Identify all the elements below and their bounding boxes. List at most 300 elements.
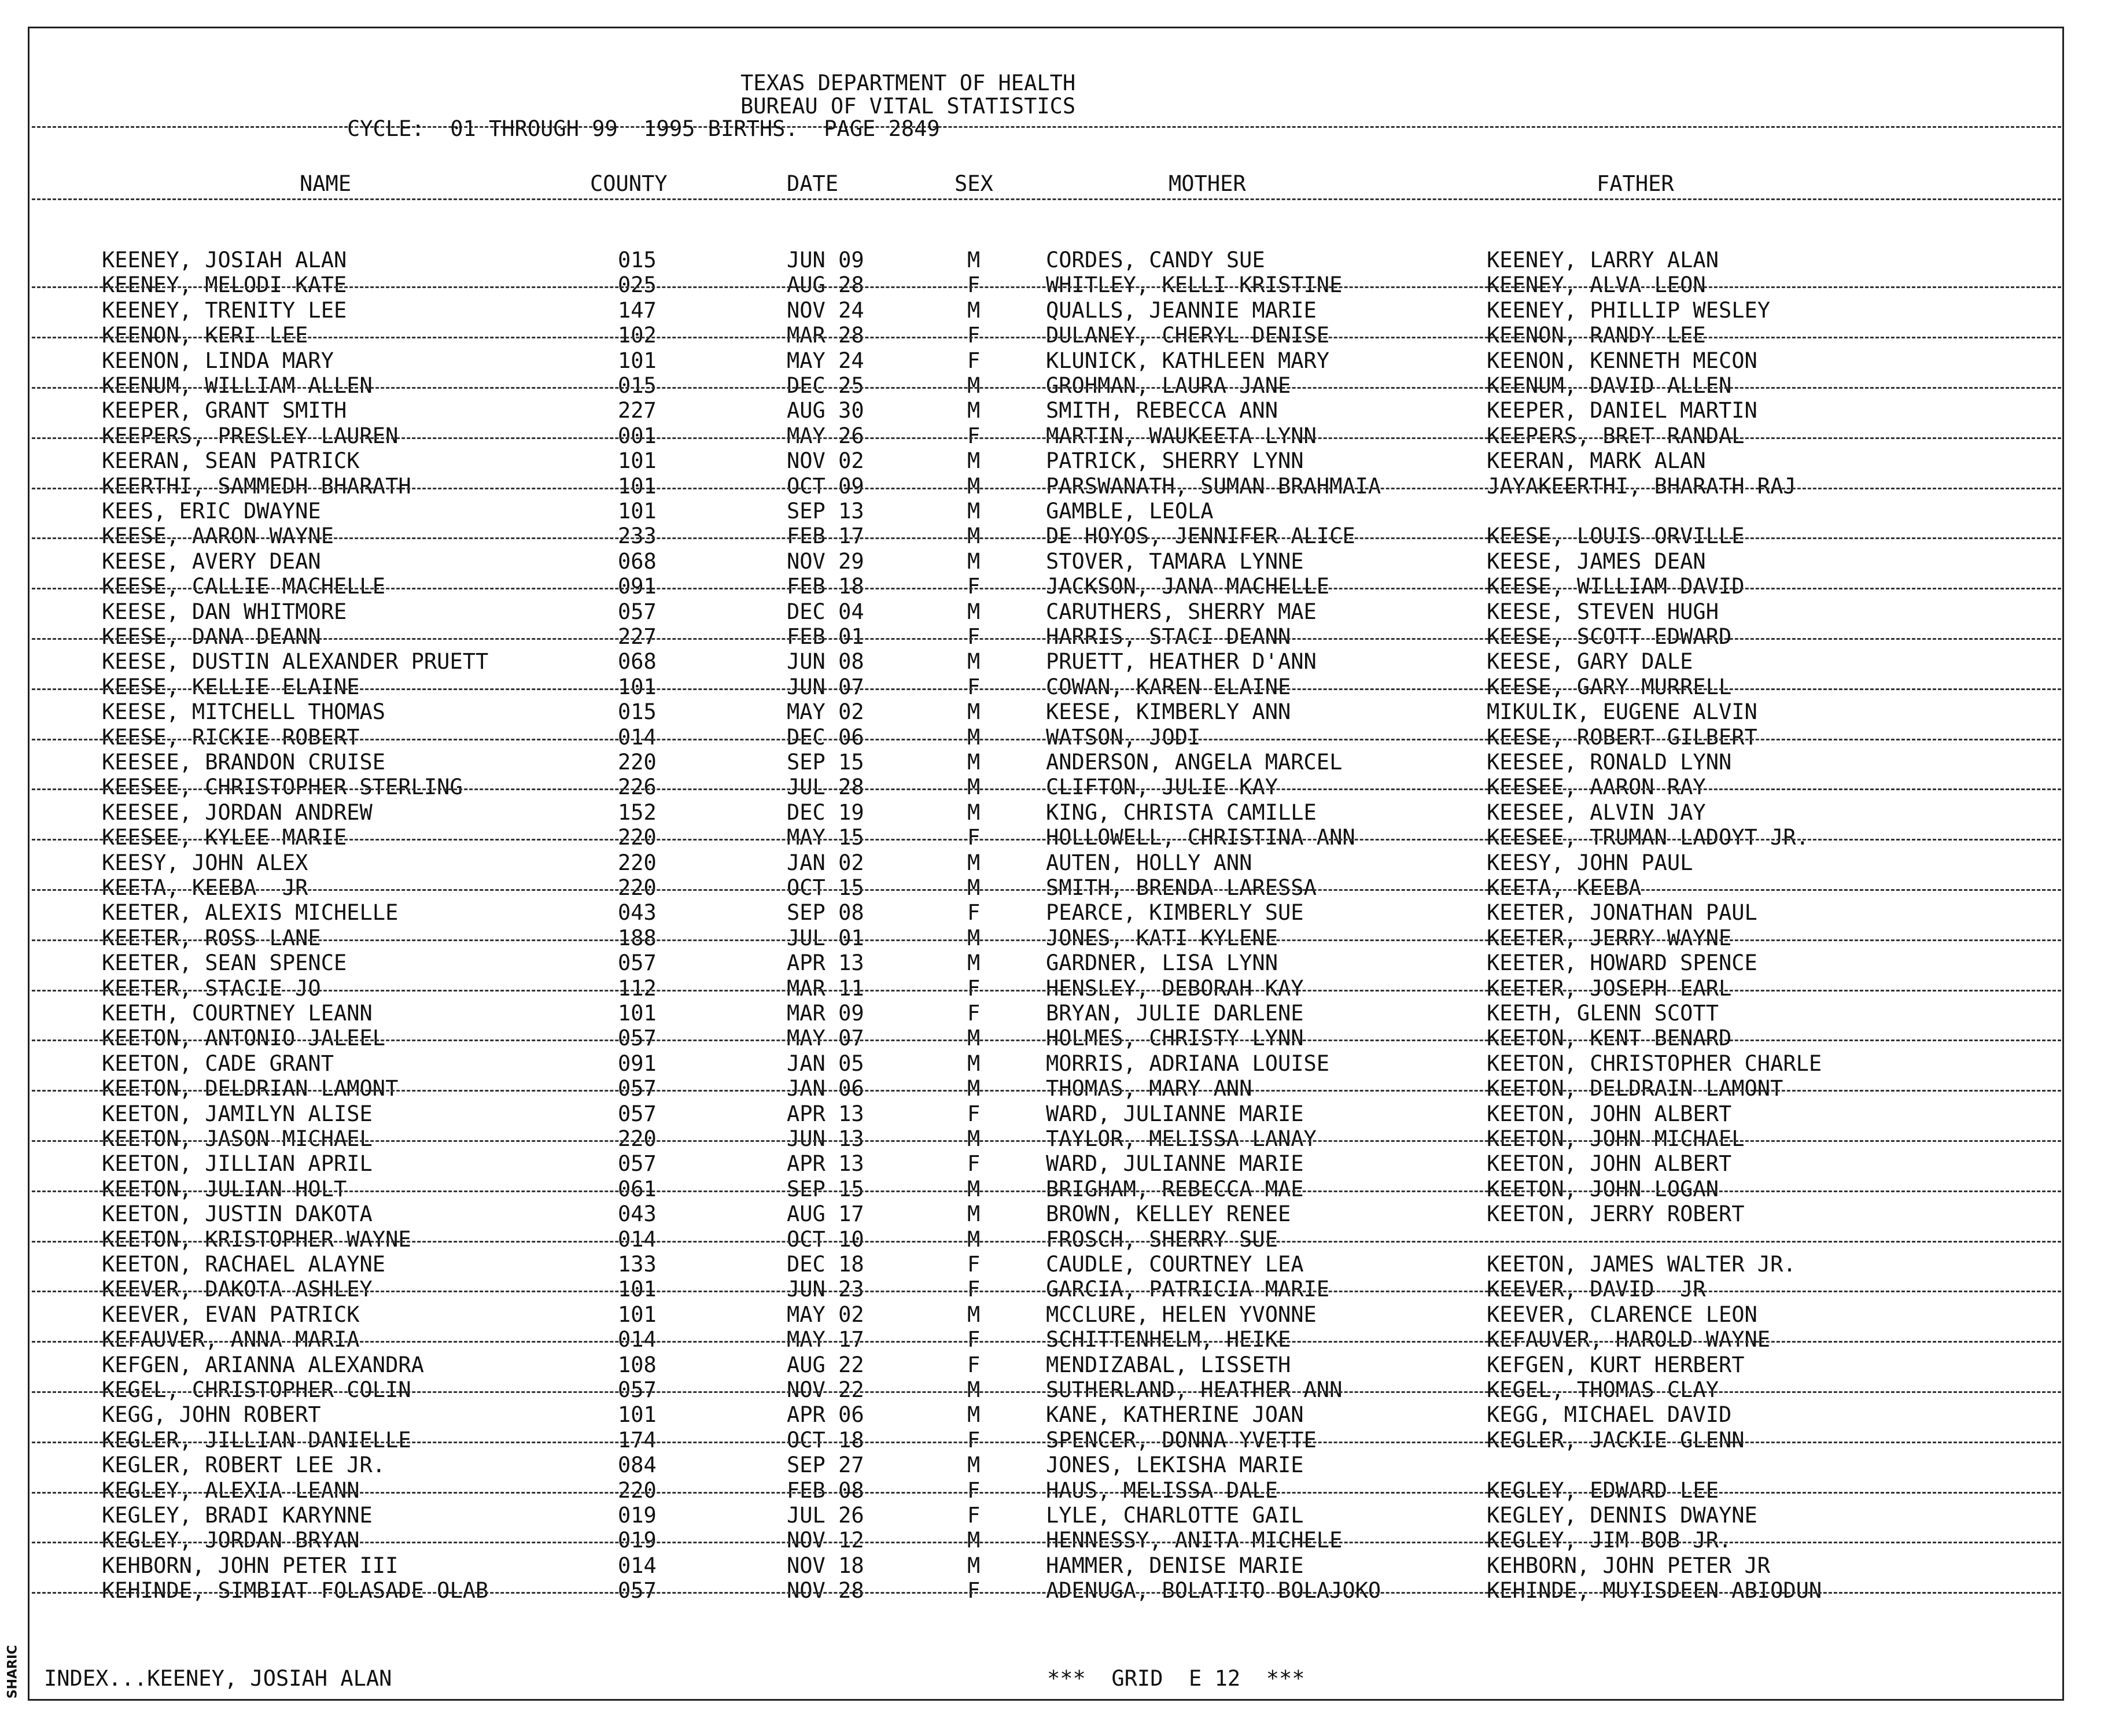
table-row (0, 1152, 2119, 1177)
cell-date: FEB 08 (787, 1478, 864, 1503)
cell-sex: F (967, 675, 981, 699)
cell-mother: SUTHERLAND, HEATHER ANN (1046, 1377, 1343, 1402)
cell-father: MIKULIK, EUGENE ALVIN (1487, 699, 1757, 724)
cell-name: KEETON, JAMILYN ALISE (102, 1101, 373, 1126)
cell-father: KEESE, JAMES DEAN (1487, 549, 1706, 574)
cell-date: SEP 15 (787, 1177, 864, 1201)
table-row (0, 876, 2119, 901)
cell-name: KEETON, ANTONIO JALEEL (102, 1026, 386, 1051)
cell-father: KEETON, JAMES WALTER JR. (1487, 1252, 1796, 1277)
cell-sex: M (967, 649, 981, 674)
cell-father: KEETER, JOSEPH EARL (1487, 976, 1732, 1001)
cell-county: 220 (618, 850, 657, 875)
cell-father: KEHBORN, JOHN PETER JR (1487, 1553, 1771, 1578)
cell-date: APR 13 (787, 950, 864, 975)
row-divider (32, 1542, 2061, 1543)
column-header-father: FATHER (1597, 171, 1674, 196)
cell-mother: BRIGHAM, REBECCA MAE (1046, 1177, 1304, 1201)
table-row (0, 650, 2119, 675)
cell-sex: M (967, 1377, 981, 1402)
cell-name: KEHINDE, SIMBIAT FOLASADE OLAB (102, 1578, 489, 1603)
cell-mother: KLUNICK, KATHLEEN MARY (1046, 348, 1330, 373)
cell-name: KEGLEY, BRADI KARYNNE (102, 1503, 373, 1528)
cell-name: KEETER, SEAN SPENCE (102, 950, 347, 975)
cell-father: KEESE, STEVEN HUGH (1487, 599, 1719, 624)
cell-county: 188 (618, 926, 657, 950)
cell-date: NOV 18 (787, 1553, 864, 1578)
cell-sex: M (967, 1528, 981, 1553)
cell-county: 101 (618, 1001, 657, 1026)
cell-name: KEESE, AARON WAYNE (102, 524, 334, 548)
cell-county: 220 (618, 825, 657, 850)
cell-county: 091 (618, 574, 657, 599)
table-row (0, 1328, 2119, 1353)
cell-mother: DULANEY, CHERYL DENISE (1046, 323, 1330, 348)
side-label (1, 1643, 24, 1701)
cell-mother: CORDES, CANDY SUE (1046, 248, 1265, 272)
table-row (0, 525, 2119, 550)
cell-name: KEENON, LINDA MARY (102, 348, 334, 373)
cell-sex: F (967, 1327, 981, 1352)
cell-county: 068 (618, 549, 657, 574)
cell-father: KEGLER, JACKIE GLENN (1487, 1428, 1745, 1453)
cell-father: KEESEE, TRUMAN LADOYT JR. (1487, 825, 1809, 850)
cell-date: DEC 25 (787, 373, 864, 398)
cell-sex: F (967, 323, 981, 348)
cell-mother: DE HOYOS, JENNIFER ALICE (1046, 524, 1355, 548)
cell-mother: PATRICK, SHERRY LYNN (1046, 448, 1304, 473)
cell-name: KEESE, DUSTIN ALEXANDER PRUETT (102, 649, 489, 674)
table-row (0, 1077, 2119, 1102)
cell-name: KEGG, JOHN ROBERT (102, 1402, 321, 1427)
cell-name: KEENEY, MELODI KATE (102, 272, 347, 297)
cell-mother: QUALLS, JEANNIE MARIE (1046, 298, 1317, 323)
cell-father: KEESEE, RONALD LYNN (1487, 750, 1732, 775)
row-divider (32, 1391, 2061, 1393)
cell-date: MAY 02 (787, 699, 864, 724)
cell-county: 112 (618, 976, 657, 1001)
cell-name: KEGLEY, ALEXIA LEANN (102, 1478, 360, 1503)
cell-date: OCT 15 (787, 875, 864, 900)
cell-mother: KEESE, KIMBERLY ANN (1046, 699, 1291, 724)
index-label: INDEX...KEENEY, JOSIAH ALAN (44, 1666, 392, 1691)
cell-mother: BROWN, KELLEY RENEE (1046, 1201, 1291, 1226)
cell-date: MAY 02 (787, 1302, 864, 1327)
cell-sex: F (967, 1352, 981, 1377)
cell-name: KEFAUVER, ANNA MARIA (102, 1327, 360, 1352)
cell-father: KEENUM, DAVID ALLEN (1487, 373, 1732, 398)
cell-mother: MENDIZABAL, LISSETH (1046, 1352, 1291, 1377)
row-divider (32, 688, 2061, 690)
row-divider (32, 1291, 2061, 1292)
cell-mother: HAMMER, DENISE MARIE (1046, 1553, 1304, 1578)
cell-mother: STOVER, TAMARA LYNNE (1046, 549, 1304, 574)
cell-sex: M (967, 1026, 981, 1051)
cell-sex: F (967, 1503, 981, 1528)
cell-father: KEESE, GARY MURRELL (1487, 675, 1732, 699)
cell-mother: CLIFTON, JULIE KAY (1046, 775, 1278, 799)
cell-county: 233 (618, 524, 657, 548)
cell-father: KEENON, RANDY LEE (1487, 323, 1706, 348)
cell-date: AUG 22 (787, 1352, 864, 1377)
cell-mother: WHITLEY, KELLI KRISTINE (1046, 272, 1343, 297)
row-divider (32, 839, 2061, 841)
cell-mother: JONES, KATI KYLENE (1046, 926, 1278, 950)
cell-county: 227 (618, 624, 657, 649)
cell-county: 101 (618, 1302, 657, 1327)
cell-county: 015 (618, 699, 657, 724)
cell-mother: FROSCH, SHERRY SUE (1046, 1227, 1278, 1252)
table-row (0, 676, 2119, 701)
cell-father: KEEVER, CLARENCE LEON (1487, 1302, 1757, 1327)
cell-sex: M (967, 1302, 981, 1327)
cell-name: KEENON, KERI LEE (102, 323, 308, 348)
cell-sex: M (967, 750, 981, 775)
cell-date: MAY 17 (787, 1327, 864, 1352)
cell-date: NOV 28 (787, 1578, 864, 1603)
row-divider (32, 437, 2061, 439)
cell-father: KEENEY, ALVA LEON (1487, 272, 1706, 297)
table-row (0, 1027, 2119, 1052)
cell-sex: F (967, 624, 981, 649)
row-divider (32, 588, 2061, 589)
cell-date: AUG 17 (787, 1201, 864, 1226)
table-row (0, 1554, 2119, 1579)
cell-father: KEESE, ROBERT GILBERT (1487, 725, 1757, 750)
cell-sex: M (967, 1453, 981, 1477)
cell-county: 014 (618, 1327, 657, 1352)
cell-mother: HARRIS, STACI DEANN (1046, 624, 1291, 649)
column-header-mother: MOTHER (1169, 171, 1246, 196)
cell-county: 220 (618, 1478, 657, 1503)
column-header-name: NAME (300, 171, 352, 196)
cell-date: NOV 02 (787, 448, 864, 473)
cell-father: KEERAN, MARK ALAN (1487, 448, 1706, 473)
cell-mother: LYLE, CHARLOTTE GAIL (1046, 1503, 1304, 1528)
table-row (0, 1354, 2119, 1379)
cell-sex: F (967, 423, 981, 448)
cell-name: KEENEY, JOSIAH ALAN (102, 248, 347, 272)
table-row (0, 977, 2119, 1002)
cell-county: 019 (618, 1528, 657, 1553)
cell-name: KEEVER, DAKOTA ASHLEY (102, 1277, 373, 1302)
cell-date: SEP 13 (787, 499, 864, 524)
cell-date: OCT 10 (787, 1227, 864, 1252)
cell-name: KEETER, STACIE JO (102, 976, 321, 1001)
cell-county: 220 (618, 875, 657, 900)
cell-father: KEESE, GARY DALE (1487, 649, 1693, 674)
cell-sex: M (967, 1126, 981, 1151)
cell-father: KEESEE, ALVIN JAY (1487, 800, 1706, 825)
cell-date: NOV 29 (787, 549, 864, 574)
cell-name: KEEVER, EVAN PATRICK (102, 1302, 360, 1327)
cell-name: KEESE, MITCHELL THOMAS (102, 699, 386, 724)
cell-father: KEGLEY, JIM BOB JR. (1487, 1528, 1732, 1553)
cell-date: APR 06 (787, 1402, 864, 1427)
row-divider (32, 1592, 2061, 1594)
table-row (0, 575, 2119, 600)
cell-county: 102 (618, 323, 657, 348)
cell-county: 043 (618, 1201, 657, 1226)
cell-mother: HOLLOWELL, CHRISTINA ANN (1046, 825, 1355, 850)
cell-sex: M (967, 474, 981, 499)
grid-label: *** GRID E 12 *** (1047, 1666, 1305, 1691)
cell-date: JUN 13 (787, 1126, 864, 1151)
table-row (0, 1504, 2119, 1529)
cell-name: KEESY, JOHN ALEX (102, 850, 308, 875)
cell-date: SEP 15 (787, 750, 864, 775)
cell-date: JUN 08 (787, 649, 864, 674)
cell-date: AUG 30 (787, 398, 864, 423)
table-row (0, 901, 2119, 926)
cell-sex: M (967, 775, 981, 799)
cell-date: OCT 18 (787, 1428, 864, 1453)
cell-sex: M (967, 549, 981, 574)
row-divider (32, 1090, 2061, 1092)
cell-county: 220 (618, 1126, 657, 1151)
cell-county: 057 (618, 950, 657, 975)
cell-county: 057 (618, 1101, 657, 1126)
cell-father: KEESE, SCOTT EDWARD (1487, 624, 1732, 649)
cell-father: KEGLEY, DENNIS DWAYNE (1487, 1503, 1757, 1528)
cell-mother: THOMAS, MARY ANN (1046, 1076, 1252, 1101)
report-title: TEXAS DEPARTMENT OF HEALTH (740, 71, 1076, 95)
cell-name: KEEPERS, PRESLEY LAUREN (102, 423, 399, 448)
cell-father: KEFAUVER, HAROLD WAYNE (1487, 1327, 1771, 1352)
cell-mother: PEARCE, KIMBERLY SUE (1046, 900, 1304, 925)
cell-mother: MORRIS, ADRIANA LOUISE (1046, 1051, 1330, 1076)
row-divider (32, 939, 2061, 941)
row-divider (32, 1040, 2061, 1041)
table-row (0, 299, 2119, 324)
cell-name: KEETON, KRISTOPHER WAYNE (102, 1227, 411, 1252)
cell-sex: M (967, 725, 981, 750)
cell-name: KEESE, DANA DEANN (102, 624, 321, 649)
cell-date: JUL 01 (787, 926, 864, 950)
cell-date: MAR 11 (787, 976, 864, 1001)
cell-date: DEC 18 (787, 1252, 864, 1277)
cell-mother: JACKSON, JANA MACHELLE (1046, 574, 1330, 599)
cell-name: KEENUM, WILLIAM ALLEN (102, 373, 373, 398)
cell-mother: WARD, JULIANNE MARIE (1046, 1101, 1304, 1126)
table-row (0, 1303, 2119, 1328)
cell-father: KEETON, JOHN ALBERT (1487, 1151, 1732, 1176)
cell-name: KEETER, ALEXIS MICHELLE (102, 900, 399, 925)
cell-sex: M (967, 1402, 981, 1427)
cell-county: 108 (618, 1352, 657, 1377)
table-row (0, 852, 2119, 876)
cell-county: 057 (618, 1076, 657, 1101)
cell-sex: M (967, 699, 981, 724)
cell-father: KEETH, GLENN SCOTT (1487, 1001, 1719, 1026)
cell-name: KEFGEN, ARIANNA ALEXANDRA (102, 1352, 424, 1377)
row-divider (32, 488, 2061, 489)
row-divider (32, 638, 2061, 640)
cell-county: 101 (618, 448, 657, 473)
cell-date: MAY 26 (787, 423, 864, 448)
cell-sex: M (967, 850, 981, 875)
cell-county: 057 (618, 1151, 657, 1176)
cell-name: KEETH, COURTNEY LEANN (102, 1001, 373, 1026)
cell-county: 220 (618, 750, 657, 775)
cell-father: KEETON, JOHN ALBERT (1487, 1101, 1732, 1126)
cell-name: KEESE, DAN WHITMORE (102, 599, 347, 624)
cell-county: 014 (618, 725, 657, 750)
cell-date: DEC 06 (787, 725, 864, 750)
cell-mother: WARD, JULIANNE MARIE (1046, 1151, 1304, 1176)
cell-father: KEGG, MICHAEL DAVID (1487, 1402, 1732, 1427)
row-divider (32, 788, 2061, 790)
divider (32, 198, 2061, 200)
cell-father: KEENEY, PHILLIP WESLEY (1487, 298, 1771, 323)
table-row (0, 1178, 2119, 1203)
cell-sex: F (967, 1151, 981, 1176)
cell-sex: F (967, 1478, 981, 1503)
cell-name: KEETON, JASON MICHAEL (102, 1126, 373, 1151)
cell-date: JUL 28 (787, 775, 864, 799)
row-divider (32, 286, 2061, 288)
cell-date: JAN 02 (787, 850, 864, 875)
cell-sex: M (967, 524, 981, 548)
table-row (0, 550, 2119, 575)
cell-father: KEETON, JERRY ROBERT (1487, 1201, 1745, 1226)
cell-county: 014 (618, 1227, 657, 1252)
table-row (0, 475, 2119, 500)
cell-county: 101 (618, 474, 657, 499)
cell-date: AUG 28 (787, 272, 864, 297)
table-row (0, 952, 2119, 976)
table-row (0, 1002, 2119, 1027)
cell-sex: F (967, 1578, 981, 1603)
cell-name: KEGLEY, JORDAN BRYAN (102, 1528, 360, 1553)
table-row (0, 249, 2119, 274)
cell-father: KEGEL, THOMAS CLAY (1487, 1377, 1719, 1402)
cell-name: KEETON, RACHAEL ALAYNE (102, 1252, 386, 1277)
cell-father: KEETER, JONATHAN PAUL (1487, 900, 1757, 925)
cell-name: KEETON, JUSTIN DAKOTA (102, 1201, 373, 1226)
table-row (0, 1429, 2119, 1454)
cell-mother: GARDNER, LISA LYNN (1046, 950, 1278, 975)
row-divider (32, 1241, 2061, 1243)
table-row (0, 425, 2119, 449)
cell-mother: HENNESSY, ANITA MICHELE (1046, 1528, 1343, 1553)
row-divider (32, 387, 2061, 389)
cell-sex: M (967, 800, 981, 825)
cycle-line: CYCLE: 01 THROUGH 99 1995 BIRTHS. PAGE 2849 (347, 116, 940, 141)
cell-mother: MARTIN, WAUKEETA LYNN (1046, 423, 1317, 448)
cell-mother: HOLMES, CHRISTY LYNN (1046, 1026, 1304, 1051)
column-header-sex: SEX (955, 171, 993, 196)
table-row (0, 801, 2119, 826)
cell-mother: PARSWANATH, SUMAN BRAHMAIA (1046, 474, 1381, 499)
cell-mother: GAMBLE, LEOLA (1046, 499, 1214, 524)
cell-name: KEETA, KEEBA JR (102, 875, 308, 900)
cell-county: 025 (618, 272, 657, 297)
table-row (0, 449, 2119, 474)
cell-sex: F (967, 1252, 981, 1277)
cell-name: KEESE, RICKIE ROBERT (102, 725, 360, 750)
cell-sex: F (967, 1101, 981, 1126)
cell-sex: M (967, 926, 981, 950)
cell-county: 068 (618, 649, 657, 674)
cell-name: KEESE, CALLIE MACHELLE (102, 574, 386, 599)
table-row (0, 1253, 2119, 1278)
cell-name: KEENEY, TRENITY LEE (102, 298, 347, 323)
table-row (0, 826, 2119, 851)
cell-mother: PRUETT, HEATHER D'ANN (1046, 649, 1317, 674)
cell-sex: M (967, 1051, 981, 1076)
cell-name: KEESEE, BRANDON CRUISE (102, 750, 386, 775)
cell-name: KEESE, KELLIE ELAINE (102, 675, 360, 699)
cell-father: KEGLEY, EDWARD LEE (1487, 1478, 1719, 1503)
cell-father: KEESE, LOUIS ORVILLE (1487, 524, 1745, 548)
table-row (0, 625, 2119, 650)
cell-county: 019 (618, 1503, 657, 1528)
cell-mother: SMITH, REBECCA ANN (1046, 398, 1278, 423)
cell-father: KEETON, DELDRAIN LAMONT (1487, 1076, 1783, 1101)
side-label-text: SHARIC (5, 1645, 20, 1699)
cell-name: KEEPER, GRANT SMITH (102, 398, 347, 423)
cell-mother: HENSLEY, DEBORAH KAY (1046, 976, 1304, 1001)
table-row (0, 399, 2119, 424)
cell-date: JUL 26 (787, 1503, 864, 1528)
cell-sex: M (967, 448, 981, 473)
cell-father: KEETON, KENT BENARD (1487, 1026, 1732, 1051)
cell-county: 101 (618, 1277, 657, 1302)
cell-father: KEETA, KEEBA (1487, 875, 1642, 900)
cell-county: 133 (618, 1252, 657, 1277)
cell-sex: F (967, 976, 981, 1001)
table-row (0, 600, 2119, 625)
cell-mother: CAUDLE, COURTNEY LEA (1046, 1252, 1304, 1277)
row-divider (32, 1442, 2061, 1443)
cell-father: KEETER, HOWARD SPENCE (1487, 950, 1757, 975)
cell-mother: ADENUGA, BOLATITO BOLAJOKO (1046, 1578, 1381, 1603)
table-row (0, 324, 2119, 349)
cell-county: 014 (618, 1553, 657, 1578)
table-row (0, 1103, 2119, 1127)
cell-date: SEP 27 (787, 1453, 864, 1477)
table-row (0, 751, 2119, 776)
cell-sex: M (967, 1227, 981, 1252)
cell-name: KEETON, JILLIAN APRIL (102, 1151, 373, 1176)
cell-mother: MCCLURE, HELEN YVONNE (1046, 1302, 1317, 1327)
report-subtitle: BUREAU OF VITAL STATISTICS (740, 94, 1076, 119)
cell-date: MAY 15 (787, 825, 864, 850)
table-row (0, 1127, 2119, 1152)
cell-sex: M (967, 1201, 981, 1226)
cell-county: 226 (618, 775, 657, 799)
cell-father: KEHINDE, MUYISDEEN ABIODUN (1487, 1578, 1822, 1603)
cell-date: FEB 18 (787, 574, 864, 599)
divider (32, 126, 2061, 128)
cell-sex: F (967, 574, 981, 599)
cell-county: 101 (618, 1402, 657, 1427)
table-row (0, 927, 2119, 952)
row-divider (32, 537, 2061, 539)
cell-name: KEETON, JULIAN HOLT (102, 1177, 347, 1201)
cell-name: KEESE, AVERY DEAN (102, 549, 321, 574)
cell-sex: F (967, 825, 981, 850)
cell-mother: KING, CHRISTA CAMILLE (1046, 800, 1317, 825)
cell-mother: KANE, KATHERINE JOAN (1046, 1402, 1304, 1427)
cell-date: JAN 06 (787, 1076, 864, 1101)
cell-date: MAR 09 (787, 1001, 864, 1026)
cell-mother: HAUS, MELISSA DALE (1046, 1478, 1278, 1503)
cell-name: KEETON, DELDRIAN LAMONT (102, 1076, 399, 1101)
cell-father: KEETON, JOHN MICHAEL (1487, 1126, 1745, 1151)
cell-name: KEGLER, JILLIAN DANIELLE (102, 1428, 411, 1453)
